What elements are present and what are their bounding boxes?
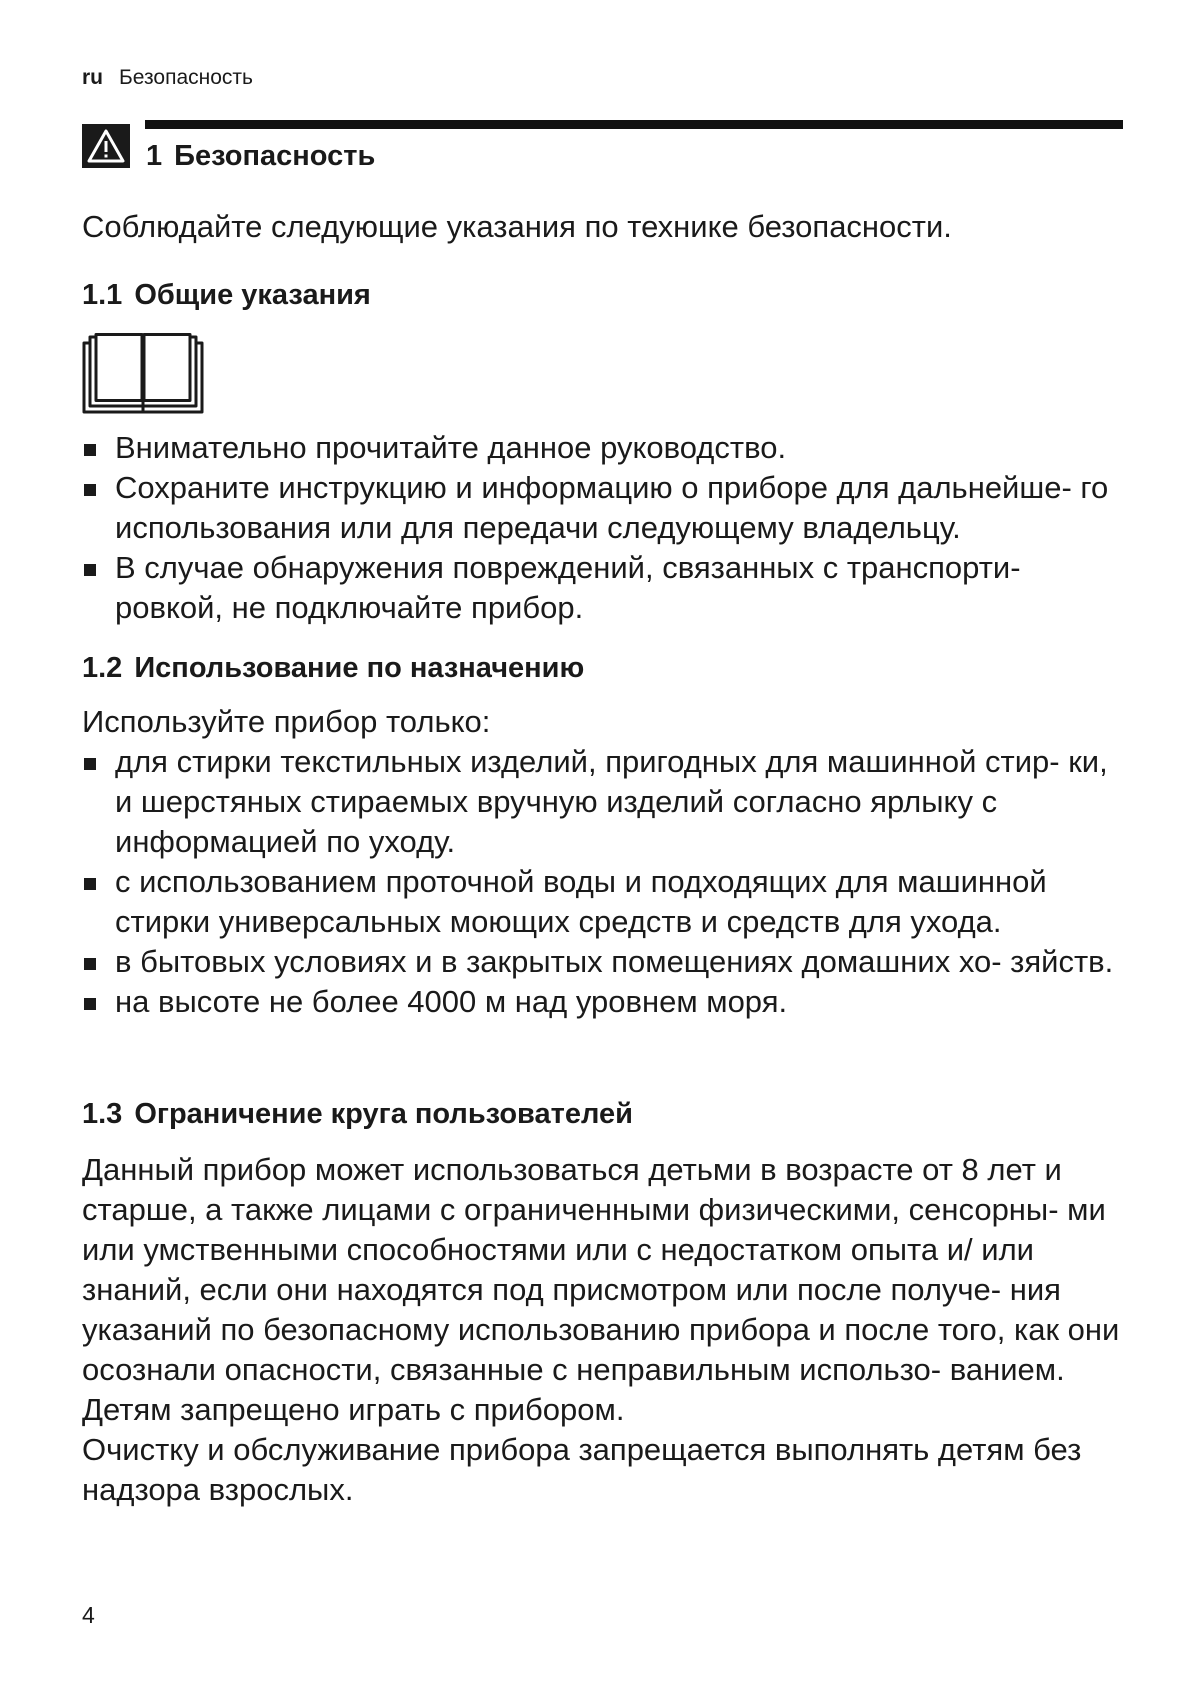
list-item: Внимательно прочитайте данное руководство. xyxy=(82,428,1132,468)
paragraph: Данный прибор может использоваться детьми в возрасте от 8 лет и старше, а также лицами с ограниченными физическими, сенсорны- ми или умственными способностями или с недостатком опыта и/ или знаний, если они находятся под присмотром или после получе- ния указаний по безопасному использованию прибора и после того, как они осознали опасности, связанные с неправильным использо- ванием. xyxy=(82,1152,1120,1387)
section-1-1-title: Общие указания xyxy=(134,279,371,311)
language-code: ru xyxy=(82,66,103,89)
paragraph: Очистку и обслуживание прибора запрещается выполнять детям без надзора взрослых. xyxy=(82,1432,1082,1507)
section-1-1-number: 1.1 xyxy=(82,279,123,311)
list-item: с использованием проточной воды и подходящих для машинной стирки универсальных моющих средств и средств для ухода. xyxy=(82,862,1132,942)
section-1-3-body xyxy=(82,1150,1132,1510)
running-header xyxy=(82,66,253,90)
section-rule xyxy=(145,120,1123,129)
section-1-intro: Соблюдайте следующие указания по технике безопасности. xyxy=(82,209,952,244)
book-icon xyxy=(82,333,204,420)
section-1-3-title: Ограничение круга пользователей xyxy=(134,1098,633,1130)
list-item: Сохраните инструкцию и информацию о приборе для дальнейше- го использования или для передачи следующему владельцу. xyxy=(82,468,1132,548)
list-item: для стирки текстильных изделий, пригодных для машинной стир- ки, и шерстяных стираемых вручную изделий согласно ярлыку с информацией по уходу. xyxy=(82,742,1132,862)
list-item: на высоте не более 4000 м над уровнем моря. xyxy=(82,982,1132,1022)
section-1-1-list xyxy=(82,428,1132,628)
section-1-3-heading xyxy=(82,1098,633,1131)
section-1-number: 1 xyxy=(146,140,163,172)
warning-icon xyxy=(82,124,130,168)
paragraph: Детям запрещено играть с прибором. xyxy=(82,1392,625,1427)
section-1-2-heading xyxy=(82,652,584,685)
section-1-2-list xyxy=(82,742,1132,1022)
section-1-2-number: 1.2 xyxy=(82,652,123,684)
list-item: в бытовых условиях и в закрытых помещениях домашних хо- зяйств. xyxy=(82,942,1132,982)
section-1-3-number: 1.3 xyxy=(82,1098,123,1130)
header-title: Безопасность xyxy=(119,66,253,89)
section-1-2-intro: Используйте прибор только: xyxy=(82,704,491,739)
section-1-2-title: Использование по назначению xyxy=(134,652,585,684)
section-1-1-heading xyxy=(82,279,371,312)
section-1-heading xyxy=(146,140,375,173)
list-item: В случае обнаружения повреждений, связанных с транспорти- ровкой, не подключайте прибор. xyxy=(82,548,1132,628)
section-1-title: Безопасность xyxy=(174,140,376,172)
page-number: 4 xyxy=(82,1602,95,1628)
